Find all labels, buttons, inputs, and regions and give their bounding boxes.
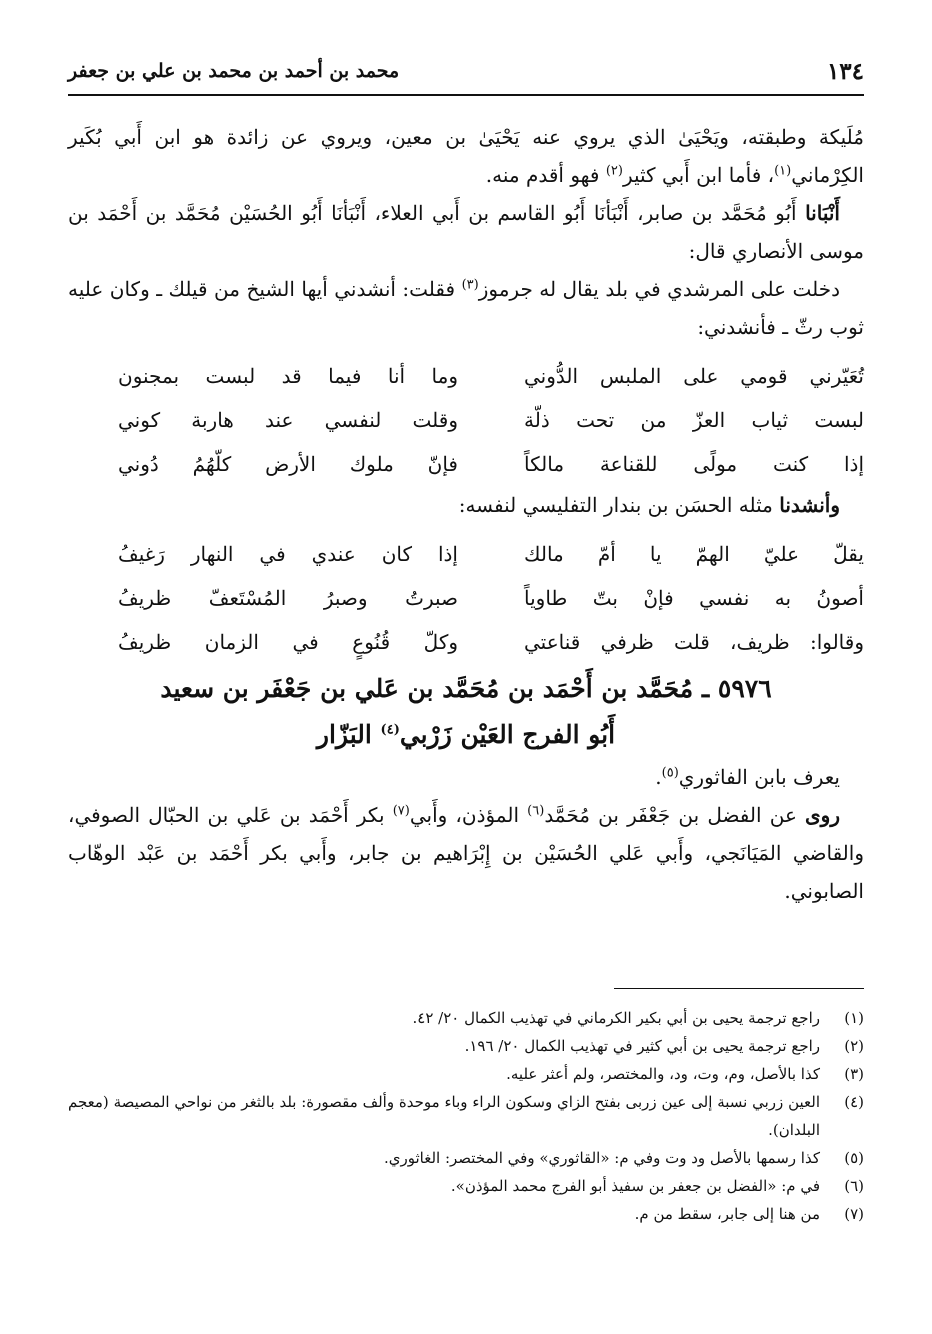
verse-line: لبست ثياب العزّ من تحت ذلّة وقلت لنفسي عند هاربة كوني (118, 408, 864, 432)
paragraph-1: مُلَيكة وطبقته، ويَحْيَىٰ الذي يروي عنه يَحْيَىٰ بن معين، ويروي عن زائدة هو ابن أَبي بُكَير الكِرْماني$^{(١)}$، فأما ابن أَبي كثير$^{(٢)}$ فهو أقدم منه. (68, 125, 864, 187)
footnotes (68, 1004, 864, 1228)
footnote-item: (٢) راجع ترجمة يحيى بن أبي كثير في تهذيب الكمال ٢٠/ ١٩٦. (464, 1037, 864, 1055)
footnote-rule (614, 988, 864, 989)
page-number: ١٣٤ (826, 58, 864, 85)
footnote-ref-2[interactable]: (٢) (605, 163, 623, 179)
verse-line: وقالوا: ظريف، قلت ظرفي قناعتي وكلّ قُنُوعٍ في الزمان ظريفُ (118, 630, 864, 654)
page-header (68, 52, 864, 92)
footnote-ref-3[interactable]: (٣) (461, 277, 479, 293)
verse-line: يقلّ عليّ الهمّ يا أمّ مالك إذا كان عندي في النهار رَغيفُ (118, 542, 864, 566)
footnote-ref-5[interactable]: (٥) (661, 765, 679, 781)
header-rule (68, 94, 864, 96)
entry-subtitle: أَبُو الفرج العَيْن زَرْبي$^{(٤)}$ البَزّار (316, 720, 616, 749)
verse-line: إذا كنت مولًى للقناعة مالكاً فإنّ ملوك الأرض كلّهُمُ دُوني (118, 452, 864, 476)
footnote-ref-6[interactable]: (٦) (527, 803, 545, 819)
footnote-item: (٧) من هنا إلى جابر، سقط من م. (634, 1205, 864, 1223)
footnote-item: (٤) العين زربي نسبة إلى عين زربى بفتح الزاي وسكون الراء وباء موحدة وألف مقصورة: بلد بالثغر من نواحي المصيصة (معجم البلدان). (68, 1093, 864, 1139)
verse-line: تُعَيّرني قومي على الملبس الدُّوني وما أنا فيما قد لبست بمجنون (118, 364, 864, 388)
footnote-ref-7[interactable]: (٧) (392, 803, 410, 819)
poem-2 (68, 532, 864, 664)
footnote-item: (١) راجع ترجمة يحيى بن أبي بكير الكرماني في تهذيب الكمال ٢٠/ ٤٢. (412, 1009, 864, 1027)
footnote-ref-1[interactable]: (١) (774, 163, 792, 179)
footnote-item: (٣) كذا بالأصل، وم، وت، ود، والمختصر، ولم أعثر عليه. (506, 1065, 864, 1083)
paragraph-6: روى عن الفضل بن جَعْفَر بن مُحَمَّد$^{(٦)}$ المؤذن، وأَبي$^{(٧)}$ بكر أَحْمَد بن عَلي بن الحبّال الصوفي، والقاضي المَيَانَجي، وأَبي عَلي الحُسَيْن بن إِبْرَاهيم بن جابر، وأَبي بكر أَحْمَد بن عَبْد الوهّاب الصابوني. (68, 803, 864, 903)
main-text (68, 118, 864, 910)
paragraph-2: أَنْبَانا أَبُو مُحَمَّد بن صابر، أَنْبَأنَا أَبُو القاسم بن أَبي العلاء، أَنْبَأنَا أَبُو الحُسَيْن مُحَمَّد بن أَحْمَد بن موسى الأنصاري قال: (68, 201, 864, 263)
paragraph-4: وأنشدنا مثله الحسَن بن بندار التفليسي لنفسه: (458, 493, 840, 517)
poem-1 (68, 354, 864, 486)
footnote-item: (٥) كذا رسمها بالأصل ود وت وفي م: «القاثوري» وفي المختصر: الغاثوري. (383, 1149, 864, 1167)
verse-line: أصونُ به نفسي فإنْ بتّ طاوياً صبرتُ وصبرُ المُسْتَعفّ ظريفُ (118, 586, 864, 610)
paragraph-5: يعرف بابن الفاثوري$^{(٥)}$. (655, 765, 840, 789)
paragraph-3: دخلت على المرشدي في بلد يقال له جرموز$^{(٣)}$ فقلت: أنشدني أيها الشيخ من قيلك ـ وكان عليه ثوب رثّ ـ فأنشدني: (68, 277, 864, 339)
footnote-item: (٦) في م: «الفضل بن جعفر بن سفيذ أبو الفرج محمد المؤذن». (450, 1177, 864, 1195)
running-title: محمد بن أحمد بن محمد بن علي بن جعفر (68, 60, 400, 82)
entry-title: ٥٩٧٦ ـ مُحَمَّد بن أَحْمَد بن مُحَمَّد بن عَلي بن جَعْفَر بن سعيد (160, 674, 772, 703)
footnote-ref-4[interactable]: (٤) (380, 722, 400, 738)
